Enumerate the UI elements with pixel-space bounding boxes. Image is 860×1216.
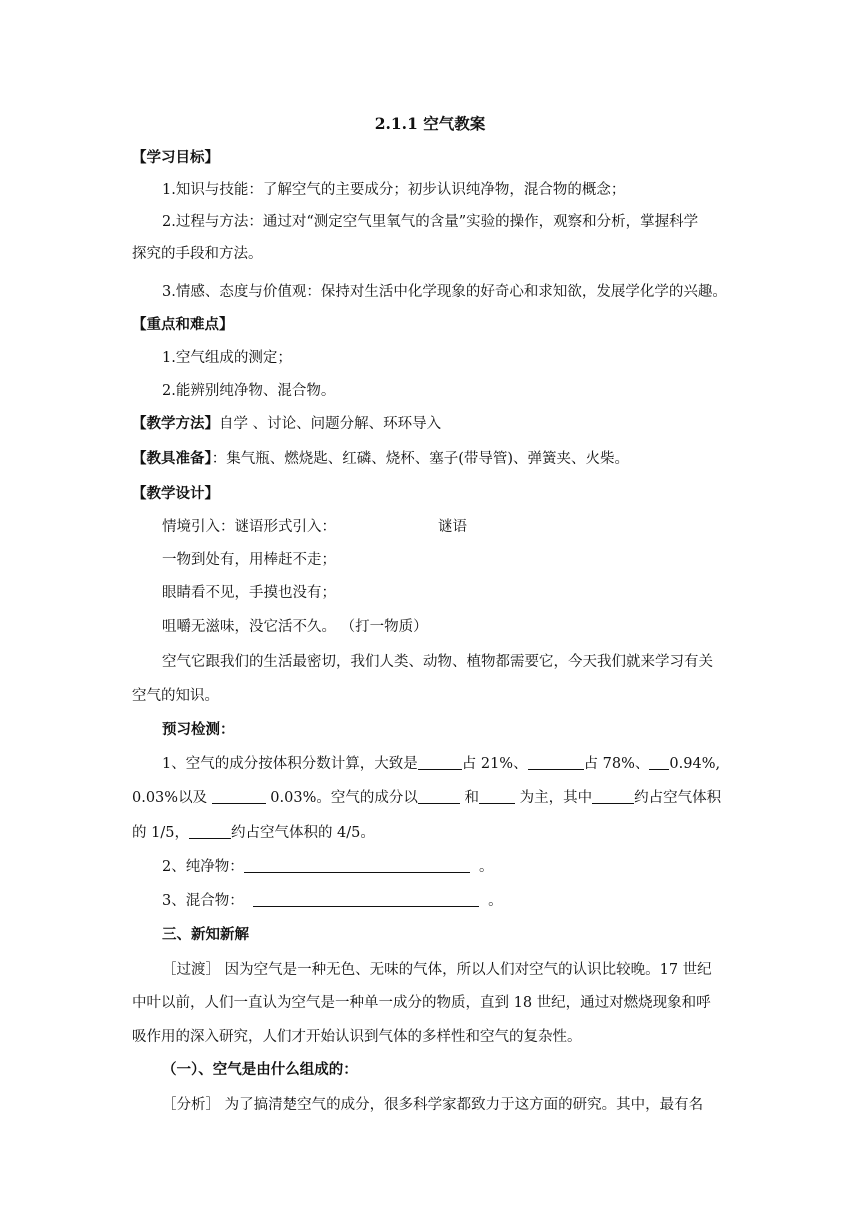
q1-text-i: 约占空气体积	[634, 790, 722, 806]
riddle-line-1: 一物到处有，用棒赶不走；	[162, 552, 336, 568]
q1-text-f: 0.03%。空气的成分以	[270, 790, 418, 806]
blank-7[interactable]	[592, 789, 634, 804]
q1-text-g: 和	[464, 790, 479, 806]
transition-line-1: ［过渡］ 因为空气是一种无色、无味的气体，所以人们对空气的认识比较晚。17 世纪	[162, 962, 712, 978]
goal-3: 3.情感、态度与价值观：保持对生活中化学现象的好奇心和求知欲，发展学化学的兴趣。	[162, 284, 727, 300]
riddle-line-2: 眼睛看不见，手摸也没有；	[162, 585, 336, 601]
intro-line	[162, 517, 762, 537]
transition-line-3: 吸作用的深入研究，人们才开始认识到气体的多样性和空气的复杂性。	[132, 1029, 582, 1045]
design-heading: 【教学设计】	[132, 485, 219, 502]
goal-1: 1.知识与技能：了解空气的主要成分；初步认识纯净物，混合物的概念；	[162, 182, 626, 198]
teaching-tools-text: ：集气瓶、燃烧匙、红磷、烧杯、塞子(带导管)、弹簧夹、火柴。	[211, 451, 630, 467]
key-point-1: 1.空气组成的测定；	[162, 350, 292, 366]
question-2	[162, 857, 762, 877]
blank-5[interactable]	[418, 789, 460, 804]
teaching-method-text: 自学 、讨论、问题分解、环环导入	[219, 416, 442, 432]
q1-text-j: 的 1/5，	[132, 825, 189, 841]
q2-label: 2、纯净物：	[162, 859, 244, 875]
q1-text-k: 约占空气体积的 4/5。	[230, 825, 375, 841]
q3-end: 。	[488, 893, 503, 909]
q1-text-e: 0.03%以及	[132, 790, 208, 806]
goal-2-line-2: 探究的手段和方法。	[132, 246, 263, 262]
q2-end: 。	[478, 859, 494, 875]
key-point-2: 2.能辨别纯净物、混合物。	[162, 383, 336, 399]
subsection-1-heading: （一）、空气是由什么组成的：	[162, 1061, 358, 1078]
q1-text-d: 0.94%,	[669, 756, 721, 772]
q1-text-h: 为主，其中	[519, 790, 593, 806]
goal-2-line-1: 2.过程与方法：通过对“测定空气里氧气的含量”实验的操作，观察和分析，掌握科学	[162, 214, 699, 230]
question-3	[162, 891, 762, 911]
analysis-line: ［分析］ 为了搞清楚空气的成分，很多科学家都致力于这方面的研究。其中，最有名	[162, 1097, 704, 1113]
document-title: 2.1.1 空气教案	[374, 114, 486, 133]
blank-6[interactable]	[479, 789, 515, 804]
question-1-line-3	[132, 823, 732, 843]
teaching-method	[132, 414, 732, 434]
riddle-line-3: 咀嚼无滋味，没它活不久。 （打一物质）	[162, 619, 428, 635]
blank-mixture[interactable]	[253, 892, 479, 907]
question-1-line-1	[162, 754, 762, 774]
teaching-tools-label: 【教具准备】	[132, 450, 212, 467]
question-1-line-2	[132, 788, 732, 808]
teaching-method-label: 【教学方法】	[132, 415, 219, 432]
q3-label: 3、混合物：	[162, 893, 244, 909]
goals-heading: 【学习目标】	[132, 149, 219, 166]
blank-1[interactable]	[418, 755, 462, 770]
blank-8[interactable]	[189, 824, 231, 839]
section-3-heading: 三、新知新解	[162, 926, 249, 943]
teaching-tools	[132, 449, 732, 469]
key-points-heading: 【重点和难点】	[132, 316, 234, 333]
paragraph-1-line-1: 空气它跟我们的生活最密切，我们人类、动物、植物都需要它，今天我们就来学习有关	[162, 654, 713, 670]
q1-text-b: 占 21%、	[461, 756, 528, 772]
blank-4[interactable]	[212, 789, 266, 804]
blank-2[interactable]	[528, 755, 584, 770]
q1-text-c: 占 78%、	[583, 756, 650, 772]
riddle-label: 谜语	[438, 519, 467, 535]
blank-pure-substance[interactable]	[244, 858, 470, 873]
q1-text-a: 1、空气的成分按体积分数计算，大致是	[162, 756, 418, 772]
paragraph-1-line-2: 空气的知识。	[132, 688, 219, 704]
transition-line-2: 中叶以前，人们一直认为空气是一种单一成分的物质，直到 18 世纪，通过对燃烧现象和呼	[132, 995, 711, 1011]
blank-3[interactable]	[649, 755, 669, 770]
intro-text: 情境引入：谜语形式引入：	[162, 519, 336, 535]
preview-heading: 预习检测：	[162, 721, 235, 738]
